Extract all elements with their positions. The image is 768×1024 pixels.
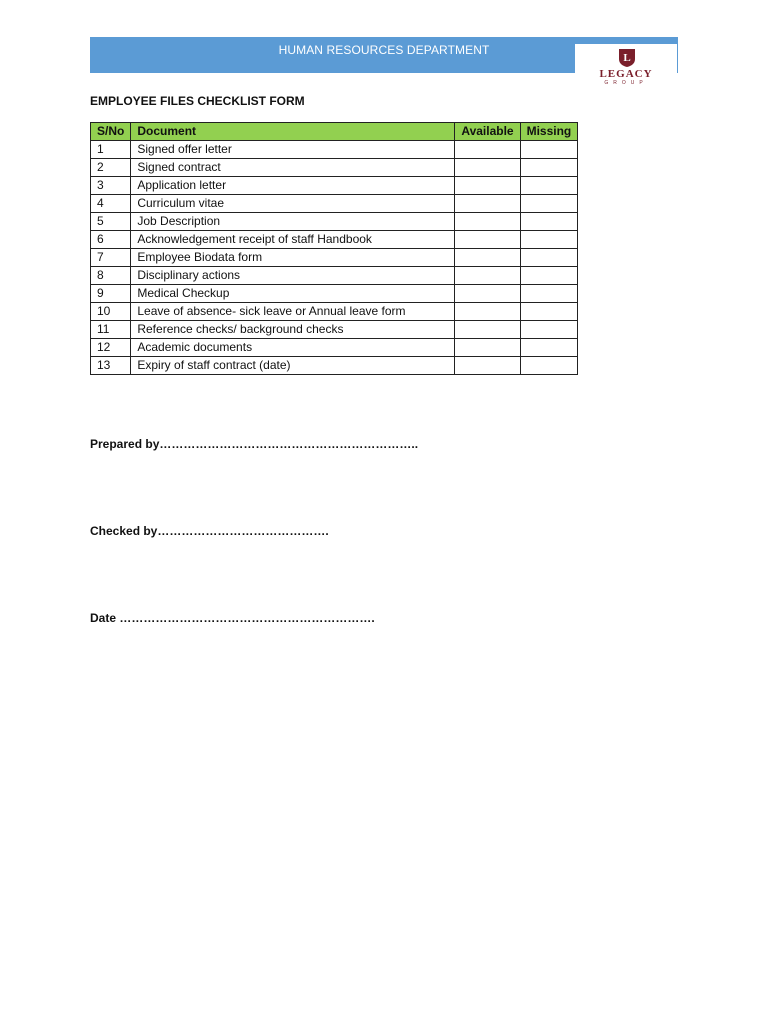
table-row	[91, 339, 578, 357]
table-row	[91, 159, 578, 177]
row-available-cell[interactable]	[455, 177, 520, 195]
row-sno-cell: 10	[91, 303, 131, 321]
table-row	[91, 195, 578, 213]
row-sno-cell: 1	[91, 141, 131, 159]
table-row	[91, 321, 578, 339]
row-available-cell[interactable]	[455, 339, 520, 357]
row-available-cell[interactable]	[455, 141, 520, 159]
form-title: EMPLOYEE FILES CHECKLIST FORM	[90, 94, 305, 108]
table-row	[91, 141, 578, 159]
row-sno-cell: 11	[91, 321, 131, 339]
table-row	[91, 303, 578, 321]
row-missing-cell[interactable]	[520, 285, 578, 303]
logo-wordmark: LEGACY	[599, 68, 653, 80]
row-available-cell[interactable]	[455, 303, 520, 321]
row-sno-cell: 13	[91, 357, 131, 375]
row-document-cell: Acknowledgement receipt of staff Handbook	[131, 231, 455, 249]
row-document-cell: Disciplinary actions	[131, 267, 455, 285]
row-available-cell[interactable]	[455, 195, 520, 213]
column-header-available: Available	[455, 123, 520, 141]
table-header-row	[91, 123, 578, 141]
row-document-cell: Medical Checkup	[131, 285, 455, 303]
row-available-cell[interactable]	[455, 231, 520, 249]
row-missing-cell[interactable]	[520, 357, 578, 375]
row-sno-cell: 8	[91, 267, 131, 285]
row-missing-cell[interactable]	[520, 303, 578, 321]
table-row	[91, 357, 578, 375]
row-missing-cell[interactable]	[520, 339, 578, 357]
checklist-body	[91, 141, 578, 375]
row-missing-cell[interactable]	[520, 159, 578, 177]
row-available-cell[interactable]	[455, 267, 520, 285]
row-missing-cell[interactable]	[520, 177, 578, 195]
date-line: Date ……………………………………………………….	[90, 611, 375, 625]
column-header-missing: Missing	[520, 123, 578, 141]
row-missing-cell[interactable]	[520, 249, 578, 267]
company-logo	[575, 44, 677, 92]
row-document-cell: Expiry of staff contract (date)	[131, 357, 455, 375]
table-row	[91, 213, 578, 231]
row-missing-cell[interactable]	[520, 231, 578, 249]
row-document-cell: Academic documents	[131, 339, 455, 357]
table-row	[91, 267, 578, 285]
row-sno-cell: 6	[91, 231, 131, 249]
row-available-cell[interactable]	[455, 159, 520, 177]
row-missing-cell[interactable]	[520, 267, 578, 285]
row-sno-cell: 5	[91, 213, 131, 231]
row-document-cell: Job Description	[131, 213, 455, 231]
row-document-cell: Employee Biodata form	[131, 249, 455, 267]
column-header-document: Document	[131, 123, 455, 141]
column-header-sno: S/No	[91, 123, 131, 141]
row-missing-cell[interactable]	[520, 195, 578, 213]
row-sno-cell: 2	[91, 159, 131, 177]
row-sno-cell: 12	[91, 339, 131, 357]
department-title: HUMAN RESOURCES DEPARTMENT	[278, 43, 490, 57]
logo-subtitle: GROUP	[604, 80, 648, 86]
row-document-cell: Application letter	[131, 177, 455, 195]
shield-logo-icon	[617, 48, 637, 68]
row-sno-cell: 7	[91, 249, 131, 267]
row-available-cell[interactable]	[455, 249, 520, 267]
checked-by-line: Checked by…………………………………….	[90, 524, 329, 538]
row-missing-cell[interactable]	[520, 321, 578, 339]
row-sno-cell: 9	[91, 285, 131, 303]
row-available-cell[interactable]	[455, 357, 520, 375]
row-available-cell[interactable]	[455, 285, 520, 303]
checklist-table	[90, 122, 578, 375]
row-document-cell: Reference checks/ background checks	[131, 321, 455, 339]
row-document-cell: Signed contract	[131, 159, 455, 177]
row-available-cell[interactable]	[455, 213, 520, 231]
table-row	[91, 249, 578, 267]
logo-mark-letter: L	[623, 52, 631, 64]
row-sno-cell: 3	[91, 177, 131, 195]
row-document-cell: Leave of absence- sick leave or Annual leave form	[131, 303, 455, 321]
row-document-cell: Signed offer letter	[131, 141, 455, 159]
prepared-by-line: Prepared by………………………………………………………..	[90, 437, 419, 451]
page-header	[90, 37, 678, 85]
row-missing-cell[interactable]	[520, 213, 578, 231]
row-missing-cell[interactable]	[520, 141, 578, 159]
row-available-cell[interactable]	[455, 321, 520, 339]
row-document-cell: Curriculum vitae	[131, 195, 455, 213]
table-row	[91, 285, 578, 303]
table-row	[91, 231, 578, 249]
table-row	[91, 177, 578, 195]
row-sno-cell: 4	[91, 195, 131, 213]
